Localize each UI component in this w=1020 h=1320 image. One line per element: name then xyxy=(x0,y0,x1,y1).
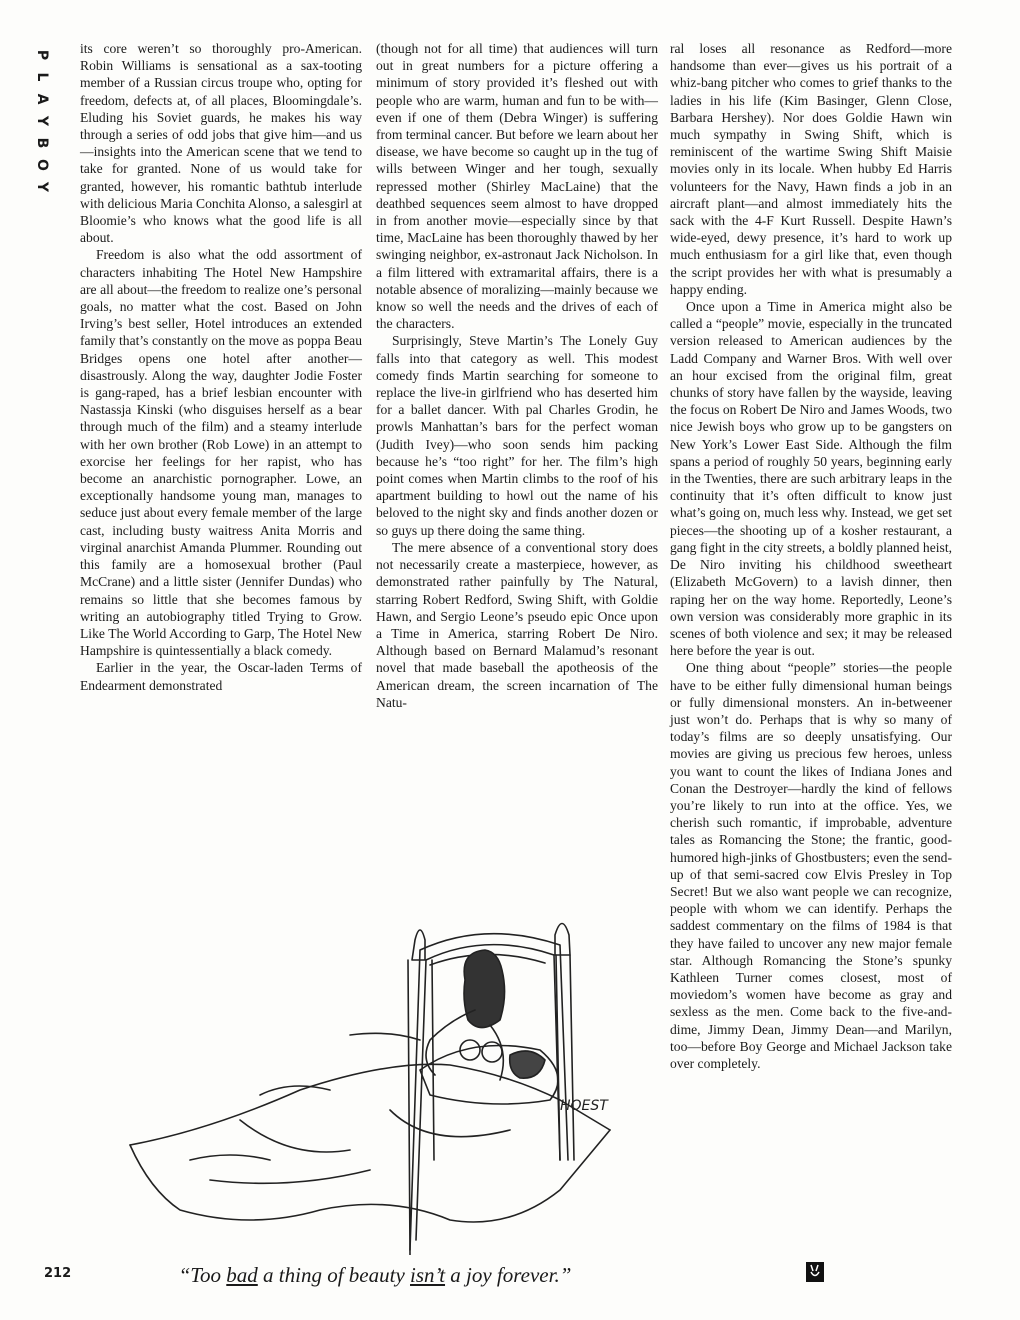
article-column-1 xyxy=(80,40,362,694)
paragraph: Surprisingly, Steve Martin’s The Lonely Guy falls into that category as well. This modest comedy finds Martin searching for someone to replace the live-in girlfriend who has deserted him for a ballet dancer. With pal Charles Grodin, he prowls Manhattan’s bars for the perfect woman (Judith Ivey)—who soon sends him packing because he’s “too right” for her. The film’s high point comes when Martin climbs to the roof of his apartment building to howl out the name of his beloved to the night sky and finds another dozen or so guys up there doing the same thing. xyxy=(376,333,658,538)
caption-text: “Too xyxy=(178,1263,227,1287)
paragraph: The mere absence of a conventional story does not necessarily create a masterpiece, however, as demonstrated rather painfully by The Natural, starring Robert Redford, Swing Shift, with Goldie Hawn, and Sergio Leone’s pseudo epic Once upon a Time in America, starring Robert De Niro. Although based on Bernard Malamud’s resonant novel that made baseball the apotheosis of the American dream, the screen incarnation of The Natu- xyxy=(376,539,658,710)
caption-text: a joy forever.” xyxy=(445,1263,572,1287)
masthead-letter: Y xyxy=(34,181,50,193)
masthead-letter: P xyxy=(34,49,50,61)
caption-text: a thing of beauty xyxy=(257,1263,411,1287)
masthead-letter: Y xyxy=(34,115,50,127)
cartoon-caption xyxy=(175,1263,575,1288)
paragraph: Once upon a Time in America might also be called a “people” movie, especially in the truncated version released to American audiences by the Ladd Company and Warner Bros. With well over an hour excised from the original film, great chunks of story have fallen by the wayside, leaving the focus on Robert De Niro and James Woods, two nice Jewish boys who grow up to be gangsters on New York’s Lower East Side. Although the film spans a period of roughly 50 years, beginning early in the Twenties, there are such arbitrary leaps in the continuity that it’s often difficult to know just what’s going on, much less why. Instead, we get set pieces—the shooting up of a kosher restaurant, a gang fight in the city streets, a boldly planned heist, De Niro inviting his childhood sweetheart (Elizabeth McGovern) to a lavish dinner, then raping her on the way home. Reportedly, Leone’s own version was considerably more graphic in its scenes of both violence and sex; it may be released here before the year is out. xyxy=(670,299,952,659)
paragraph: its core weren’t so thoroughly pro-American. Robin Williams is sensational as a sax-tooting member of a Russian circus troupe who, opting for freedom, defects at, of all places, Bloomingdale’s. Eluding his Soviet guards, he makes his way through a series of odd jobs that give him—and us—insights into the American scene that we tend to take for granted. None of us would take for granted, however, his romantic bathtub interlude with delicious Maria Conchita Alonso, a salesgirl at Bloomie’s who knows what the good life is all about. xyxy=(80,41,362,246)
caption-underlined: bad xyxy=(226,1263,258,1287)
bunny-logo-icon xyxy=(806,1262,824,1282)
paragraph: (though not for all time) that audiences will turn out in great numbers for a picture offering a minimum of story provided it’s fleshed out with people who are warm, human and fun to be with—even if one of them (Debra Winger) is suffering from terminal cancer. But before we learn about her disease, we have become so caught up in the tug of wills between Winger and her tough, sexually repressed mother (Shirley MacLaine) that the deathbed sequences seem almost to have dropped in from another movie—especially since by that time, MacLaine has been thoroughly thawed by her swinging neighbor, ex-astronaut Jack Nicholson. In a film littered with extramarital affairs, there is a notable absence of moralizing—mainly because we know so well the needs and the drives of each of the characters. xyxy=(376,41,658,332)
paragraph: Freedom is also what the odd assortment of characters inhabiting The Hotel New Hampshire are all about—the freedom to realize one’s personal goals, no matter what the cost. Based on John Irving’s best seller, Hotel introduces an extended family that’s constantly on the move as poppa Beau Bridges opens one hotel after another—disastrously. Along the way, daughter Jodie Foster is gang-raped, has a brief lesbian encounter with Nastassja Kinski (who disguises herself as a bear through much of the film) and a steamy interlude with her own brother (Rob Lowe) in an attempt to exorcise her feelings for her rapist, who has become an anarchistic pornographer. Lowe, an exceptionally handsome young man, manages to seduce just about every female member of the large cast, including busty waitress Anita Morris and virginal anarchist Amanda Plummer. Rounding out this family are a homosexual brother (Paul McCrane) and a little sister (Jennifer Dundas) who remains so little that she becomes famous by writing an autobiography titled Trying to Grow. Like The World According to Garp, The Hotel New Hampshire is quintessentially a black comedy. xyxy=(80,247,362,659)
article-column-2 xyxy=(376,40,658,711)
masthead-letter: L xyxy=(34,72,50,82)
masthead xyxy=(30,44,54,198)
masthead-letter: B xyxy=(34,137,50,149)
masthead-letter: O xyxy=(34,159,50,171)
paragraph: ral loses all resonance as Redford—more handsome than ever—gives us his portrait of a whiz-bang pitcher who comes to grief thanks to the ladies in his life (Kim Basinger, Glenn Close, Barbara Hershey). Nor does Goldie Hawn win much sympathy in Swing Shift, which is reminiscent of the wartime Swing Shift Maisie movies only in its locale. When hubby Ed Harris volunteers for the Navy, Hawn finds a job in an aircraft plant—and almost immediately hits the sack with the 4-F Kurt Russell. Despite Hawn’s wide-eyed, dewy presence, it’s hard to work up much enthusiasm for a girl like that, even though the script provides her with what is presumably a happy ending. xyxy=(670,41,952,297)
masthead-letter: A xyxy=(34,93,50,105)
artist-signature: HOEST xyxy=(560,1098,608,1114)
article-column-3 xyxy=(670,40,952,1072)
caption-underlined: isn’t xyxy=(410,1263,446,1287)
cartoon-illustration xyxy=(90,860,660,1255)
paragraph: One thing about “people” stories—the people have to be either fully dimensional human beings or fully dimensional monsters. An in-betweener just won’t do. Perhaps that is why so many of today’s films are so deeply unsatisfying. Our movies are giving us precious few heroes, unless you want to count the likes of Indiana Jones and Conan the Destroyer—hardly the kind of fellows you’re likely to run into at the office. Yes, we cherish such romantic, if improbable, adventure tales as Romancing the Stone; the frantic, good-humored high-jinks of Ghostbusters; even the send-up of that semi-sacred cow Elvis Presley in Top Secret! But we also want people we can recognize, people with whom we can identify. Perhaps the saddest commentary on the films of 1984 is that they have failed to uncover any new major female star. Although Romancing the Stone’s spunky Kathleen Turner comes closest, most of moviedom’s women have become as gray and sexless as the men. Come back to the five-and-dime, Jimmy Dean, Jimmy Dean—and Marilyn, too—before Boy George and Michael Jackson take over completely. xyxy=(670,660,952,1071)
paragraph: Earlier in the year, the Oscar-laden Terms of Endearment demonstrated xyxy=(80,660,362,693)
page-number: 212 xyxy=(44,1266,72,1281)
